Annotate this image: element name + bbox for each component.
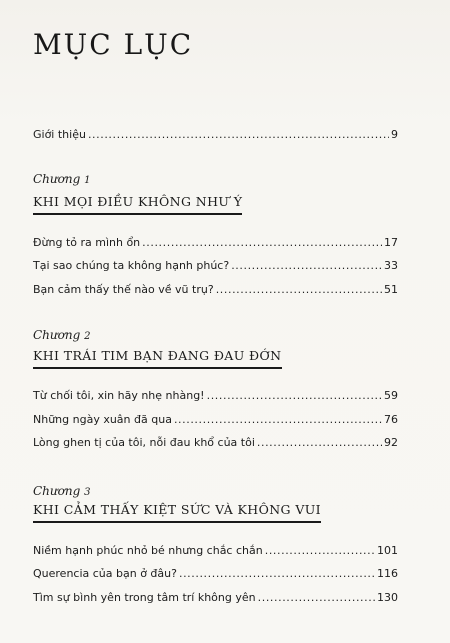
dot-leader (207, 389, 382, 403)
toc-entry (33, 413, 398, 427)
dot-leader (179, 567, 375, 581)
toc-entry-label: Những ngày xuân đã qua (33, 413, 172, 426)
chapter-number: 2 (84, 331, 91, 342)
chapter-number: 1 (84, 175, 91, 186)
dot-leader (257, 436, 382, 450)
toc-entry-label: Đừng tỏ ra mình ổn (33, 236, 141, 249)
chapter-2-label: Chương 2 (33, 328, 91, 342)
dot-leader (231, 259, 382, 273)
toc-entry-page: 101 (377, 544, 398, 557)
dot-leader (265, 544, 375, 558)
toc-entry (33, 544, 398, 558)
dot-leader (142, 236, 382, 250)
toc-entry-page: 51 (384, 283, 398, 296)
toc-entry-label: Giới thiệu (33, 128, 86, 141)
toc-entry (33, 591, 398, 605)
toc-entry-label: Từ chối tôi, xin hãy nhẹ nhàng! (33, 389, 205, 402)
chapter-1-label: Chương 1 (33, 172, 91, 186)
toc-entry-page: 116 (377, 567, 398, 580)
page-title: MỤC LỤC (33, 28, 194, 61)
toc-entry-label: Tìm sự bình yên trong tâm trí không yên (33, 591, 256, 604)
chapter-3-title: KHI CẢM THẤY KIỆT SỨC VÀ KHÔNG VUI (33, 502, 321, 523)
toc-entry (33, 567, 398, 581)
toc-entry-page: 33 (384, 259, 398, 272)
dot-leader (88, 128, 389, 142)
toc-entry-page: 76 (384, 413, 398, 426)
toc-entry (33, 283, 398, 297)
dot-leader (258, 591, 375, 605)
toc-entry-label: Tại sao chúng ta không hạnh phúc? (33, 259, 230, 272)
toc-entry (33, 259, 398, 273)
toc-entry-page: 59 (384, 389, 398, 402)
toc-entry-page: 9 (391, 128, 398, 141)
toc-entry-label: Lòng ghen tị của tôi, nỗi đau khổ của tôi (33, 436, 255, 449)
toc-entry (33, 236, 398, 250)
toc-entry-page: 130 (377, 591, 398, 604)
chapter-3-label: Chương 3 (33, 484, 91, 498)
chapter-1-title: KHI MỌI ĐIỀU KHÔNG NHƯ Ý (33, 194, 242, 215)
toc-entry-page: 92 (384, 436, 398, 449)
chapter-2-title: KHI TRÁI TIM BẠN ĐANG ĐAU ĐỚN (33, 348, 282, 369)
toc-entry (33, 389, 398, 403)
toc-entry (33, 436, 398, 450)
dot-leader (174, 413, 382, 427)
toc-entry-intro (33, 128, 398, 142)
toc-entry-label: Querencia của bạn ở đâu? (33, 567, 177, 580)
chapter-number: 3 (84, 487, 91, 498)
dot-leader (216, 283, 382, 297)
toc-entry-label: Niềm hạnh phúc nhỏ bé nhưng chắc chắn (33, 544, 263, 557)
toc-entry-label: Bạn cảm thấy thế nào về vũ trụ? (33, 283, 214, 296)
toc-entry-page: 17 (384, 236, 398, 249)
